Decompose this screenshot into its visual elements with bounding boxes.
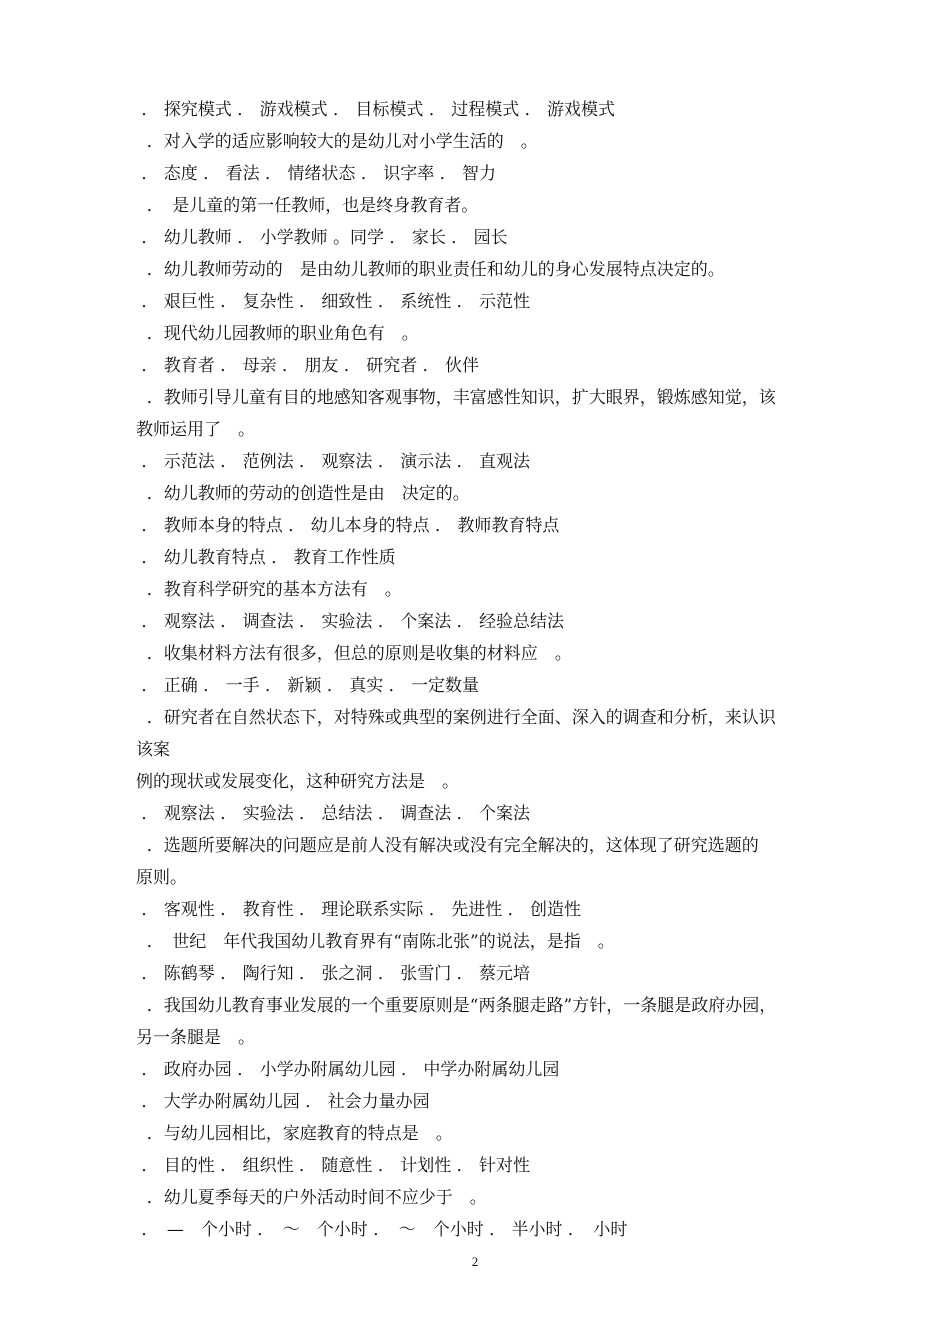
text-line: ． — 个小时 ． ～ 个小时 ． ～ 个小时 ． 半小时 ． 小时 [136, 1220, 628, 1240]
text-line: 另一条腿是 。 [136, 1028, 255, 1048]
text-line: 例的现状或发展变化，这种研究方法是 。 [136, 772, 459, 792]
text-line: ． 幼儿教师 ． 小学教师 。同学 ． 家长 ． 园长 [136, 228, 508, 248]
text-line: ． 观察法 ． 调查法 ． 实验法 ． 个案法 ． 经验总结法 [136, 612, 565, 632]
text-line: ． 目的性 ． 组织性 ． 随意性 ． 计划性 ． 针对性 [136, 1156, 531, 1176]
text-line: ．我国幼儿教育事业发展的一个重要原则是“两条腿走路”方针，一条腿是政府办园， [136, 996, 777, 1016]
text-line: ． 正确 ． 一手 ． 新颖 ． 真实 ． 一定数量 [136, 676, 480, 696]
text-line: ． 探究模式 ． 游戏模式 ． 目标模式 ． 过程模式 ． 游戏模式 [136, 100, 616, 120]
text-line: ． 艰巨性 ． 复杂性 ． 细致性 ． 系统性 ． 示范性 [136, 292, 531, 312]
text-line: ．幼儿教师的劳动的创造性是由 决定的。 [136, 484, 470, 504]
text-line: ．对入学的适应影响较大的是幼儿对小学生活的 。 [136, 132, 538, 152]
text-line: ．研究者在自然状态下，对特殊或典型的案例进行全面、深入的调查和分析，来认识 [136, 708, 776, 728]
text-line: ．现代幼儿园教师的职业角色有 。 [136, 324, 419, 344]
text-line: ． 观察法 ． 实验法 ． 总结法 ． 调查法 ． 个案法 [136, 804, 531, 824]
question-list [136, 94, 866, 1246]
text-line: 该案 [136, 740, 170, 760]
text-line: 原则。 [136, 868, 187, 888]
text-line: ． 陈鹤琴 ． 陶行知 ． 张之洞 ． 张雪门 ． 蔡元培 [136, 964, 531, 984]
text-line: ． 政府办园 ． 小学办附属幼儿园 ． 中学办附属幼儿园 [136, 1060, 560, 1080]
text-line: ．幼儿夏季每天的户外活动时间不应少于 。 [136, 1188, 487, 1208]
text-line: ．幼儿教师劳动的 是由幼儿教师的职业责任和幼儿的身心发展特点决定的。 [136, 260, 725, 280]
text-line: ． 示范法 ． 范例法 ． 观察法 ． 演示法 ． 直观法 [136, 452, 531, 472]
text-line: ． 教师本身的特点 ． 幼儿本身的特点 ． 教师教育特点 [136, 516, 560, 536]
text-line: ． 教育者 ． 母亲 ． 朋友 ． 研究者 ． 伙伴 [136, 356, 480, 376]
text-line: ．选题所要解决的问题应是前人没有解决或没有完全解决的，这体现了研究选题的 [136, 836, 759, 856]
text-line: ． 态度 ． 看法 ． 情绪状态 ． 识字率 ． 智力 [136, 164, 497, 184]
text-line: 教师运用了 。 [136, 420, 255, 440]
text-line: ．教育科学研究的基本方法有 。 [136, 580, 402, 600]
page-number: 2 [471, 1254, 479, 1269]
text-line: ． 客观性 ． 教育性 ． 理论联系实际 ． 先进性 ． 创造性 [136, 900, 582, 920]
text-line: ． 大学办附属幼儿园 ． 社会力量办园 [136, 1092, 430, 1112]
text-line: ．教师引导儿童有目的地感知客观事物，丰富感性知识，扩大眼界，锻炼感知觉，该 [136, 388, 776, 408]
text-line: ． 世纪 年代我国幼儿教育界有“南陈北张”的说法，是指 。 [136, 932, 615, 952]
text-line: ．与幼儿园相比，家庭教育的特点是 。 [136, 1124, 453, 1144]
text-line: ． 是儿童的第一任教师，也是终身教育者。 [136, 196, 479, 216]
text-line: ．收集材料方法有很多，但总的原则是收集的材料应 。 [136, 644, 572, 664]
text-line: ． 幼儿教育特点 ． 教育工作性质 [136, 548, 396, 568]
